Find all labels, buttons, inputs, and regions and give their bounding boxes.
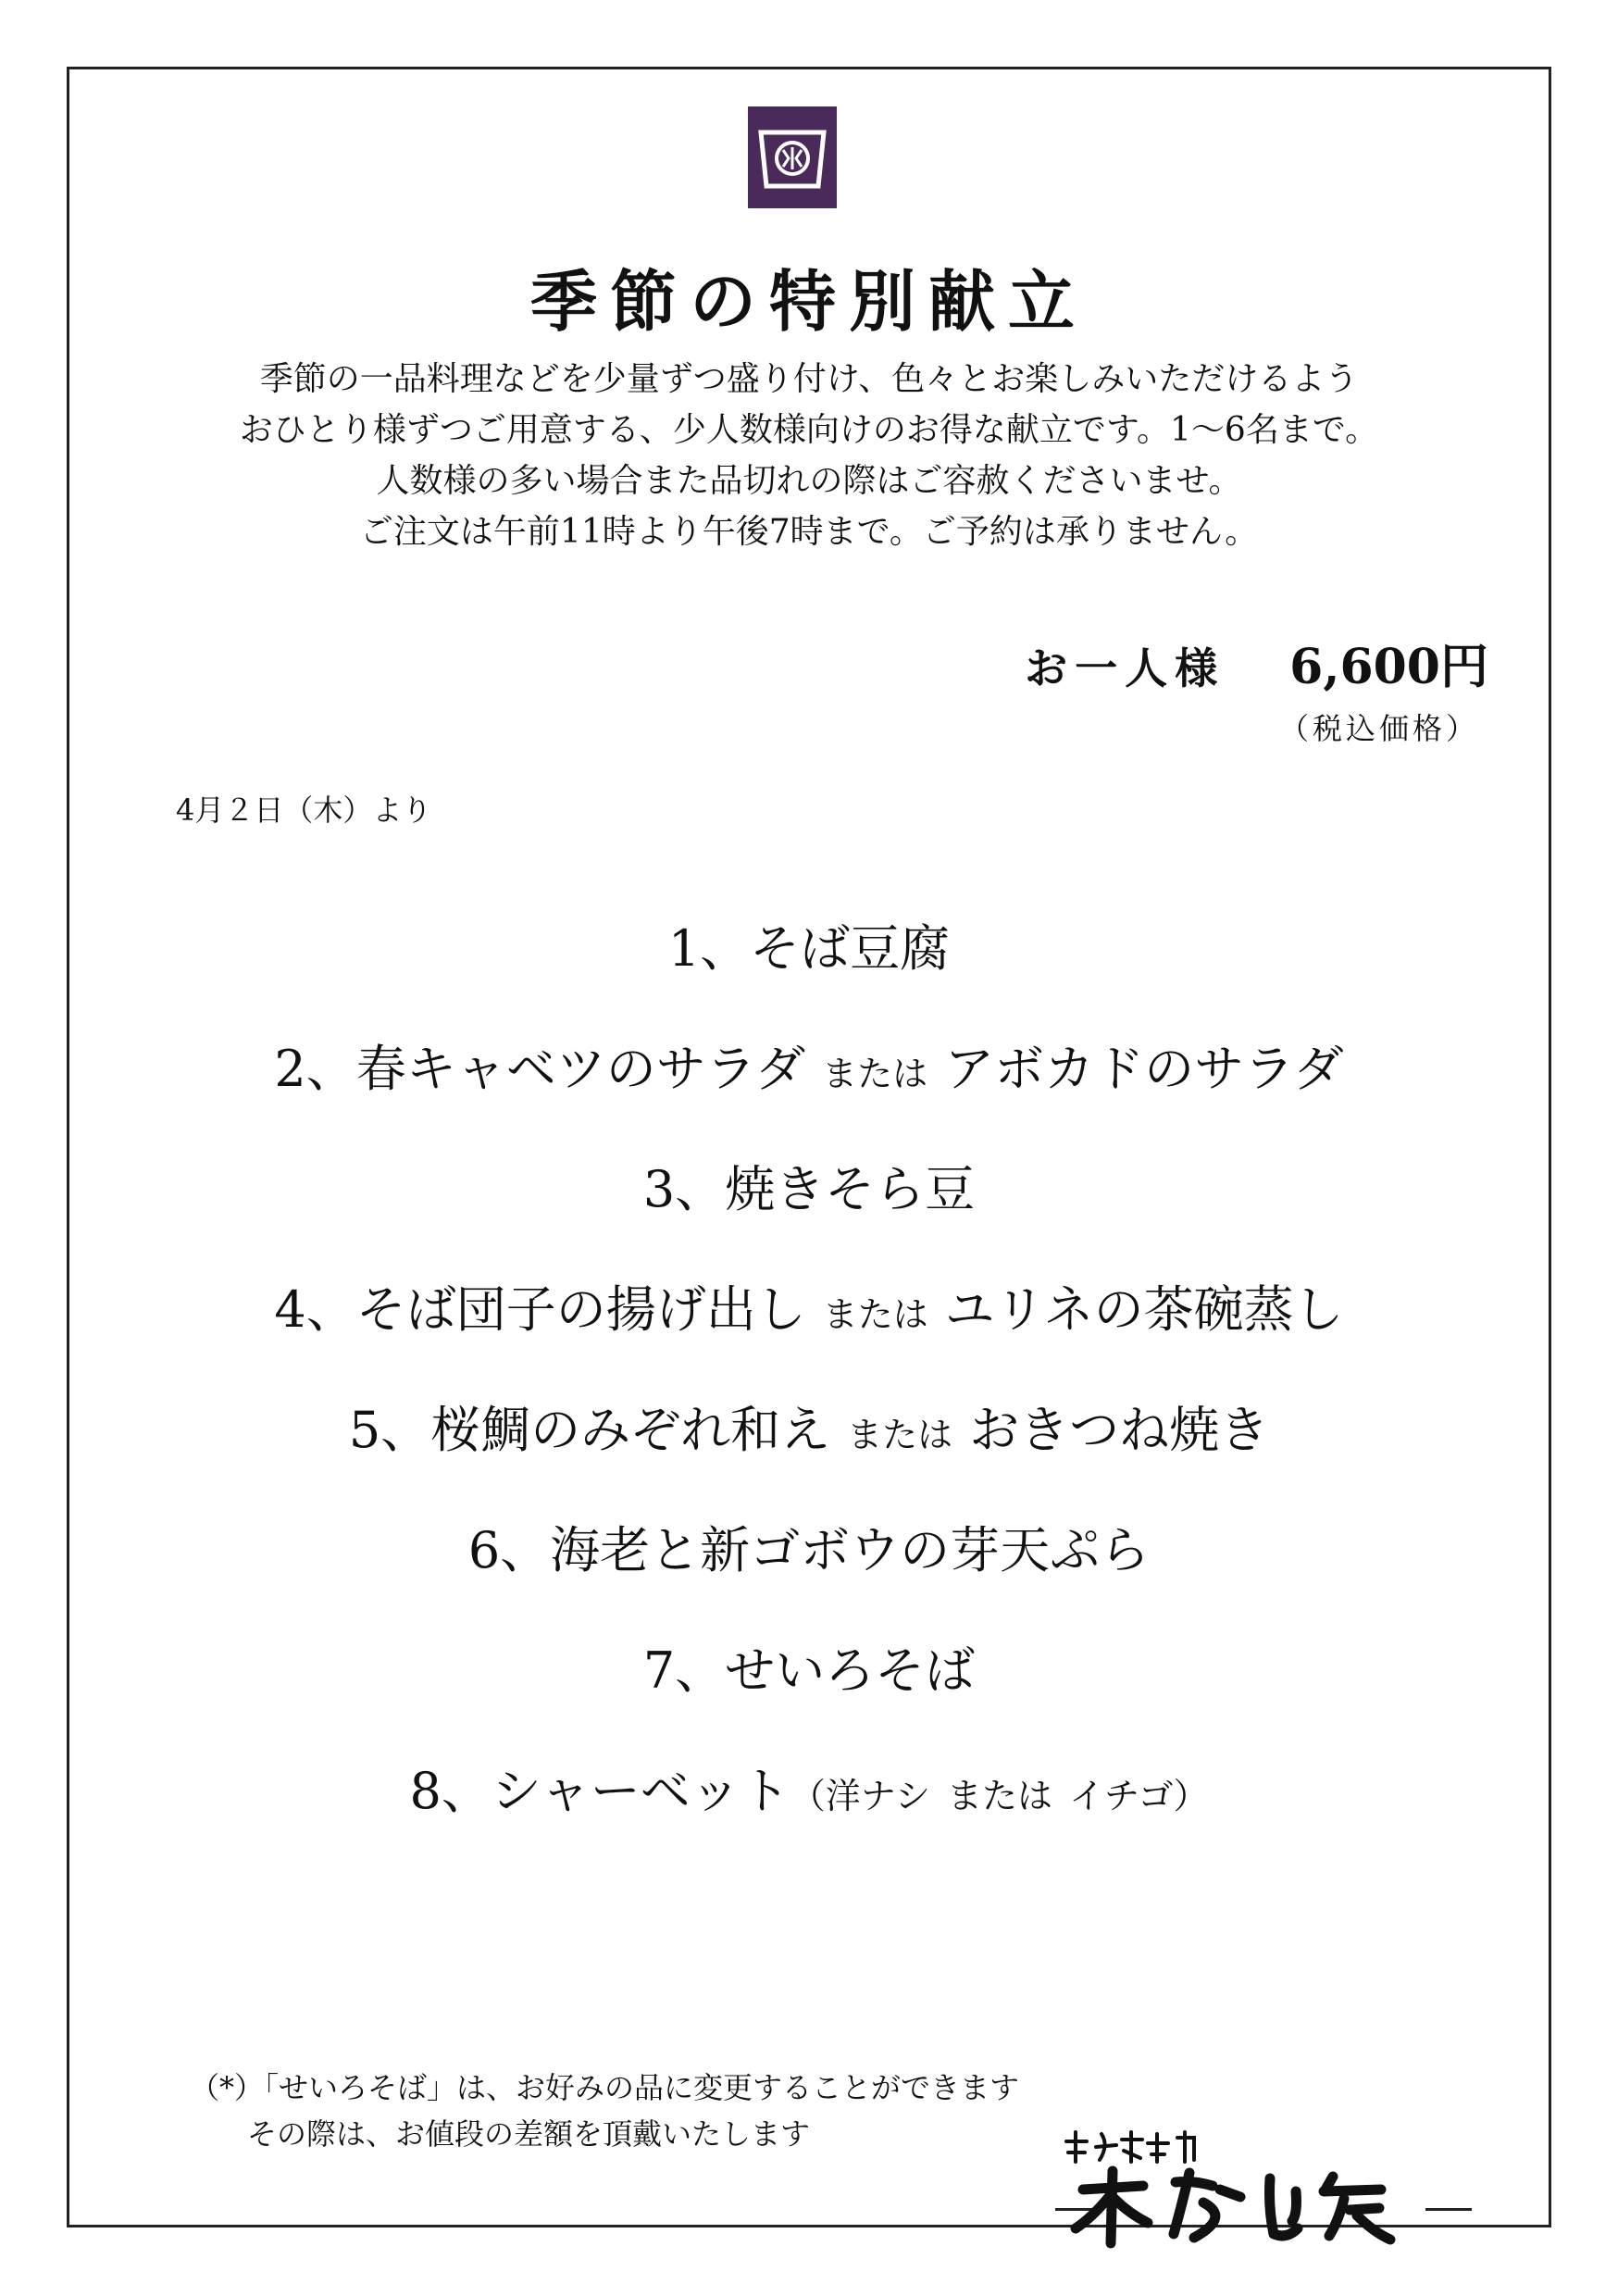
menu-item-or: または	[847, 1415, 953, 1455]
tax-note: （税込価格）	[1278, 711, 1479, 746]
menu-item-alt: おきつね焼き	[969, 1401, 1270, 1459]
menu-item-or: または	[822, 1054, 928, 1094]
intro-line: おひとり様ずつご用意する、少人数様向けのお得な献立です。1〜6名まで。	[239, 411, 1379, 449]
start-date: 4月２日（木）より	[176, 792, 432, 828]
intro-line: 人数様の多い場合また品切れの際はご容赦くださいませ。	[376, 462, 1242, 500]
menu-item-alt: ユリネの茶碗蒸し	[944, 1280, 1344, 1339]
menu-item-note-b: イチゴ）	[1069, 1776, 1209, 1816]
menu-list	[0, 912, 1618, 1875]
menu-item-main: 2、春キャベツのサラダ	[274, 1040, 806, 1098]
price-label: お一人様	[1025, 643, 1226, 693]
menu-item-main: 6、海老と新ゴボウの芽天ぷら	[467, 1521, 1151, 1579]
menu-item	[0, 1634, 1618, 1754]
menu-item	[0, 1754, 1618, 1875]
menu-item-note-a: （洋ナシ	[790, 1776, 931, 1816]
menu-item-main: 1、そば豆腐	[667, 919, 951, 978]
menu-item-main: 7、せいろそば	[642, 1641, 976, 1700]
menu-item	[0, 1153, 1618, 1273]
menu-item	[0, 1273, 1618, 1393]
price-amount: 6,600円	[1289, 639, 1488, 695]
menu-item	[0, 1514, 1618, 1634]
price-block	[1025, 628, 1488, 697]
intro-line: 季節の一品料理などを少量ずつ盛り付け、色々とお楽しみいただけるよう	[259, 360, 1359, 398]
shop-logo-icon	[748, 106, 837, 208]
menu-item-main: 5、桜鯛のみぞれ和え	[348, 1401, 831, 1459]
menu-item-main: 8、シャーベット	[409, 1762, 790, 1820]
footnote-line: （*）「せいろそば」は、お好みの品に変更することができます	[190, 2070, 1020, 2105]
menu-item	[0, 1393, 1618, 1514]
footnote-line: その際は、お値段の差額を頂戴いたします	[247, 2116, 811, 2152]
menu-item-or: または	[947, 1776, 1053, 1816]
footnote	[190, 2065, 1019, 2157]
menu-item-alt: アボカドのサラダ	[944, 1040, 1344, 1098]
menu-item	[0, 912, 1618, 1032]
signature-rule-right	[1425, 2208, 1472, 2211]
intro-text	[0, 354, 1618, 557]
menu-item-main: 4、そば団子の揚げ出し	[274, 1280, 806, 1339]
menu-item	[0, 1032, 1618, 1153]
shop-signature-icon	[1055, 2125, 1407, 2250]
menu-item-main: 3、焼きそら豆	[642, 1160, 976, 1218]
page-title: 季節の特別献立	[529, 262, 1088, 341]
menu-item-or: または	[822, 1294, 928, 1335]
intro-line: ご注文は午前11時より午後7時まで。ご予約は承りません。	[359, 513, 1259, 551]
